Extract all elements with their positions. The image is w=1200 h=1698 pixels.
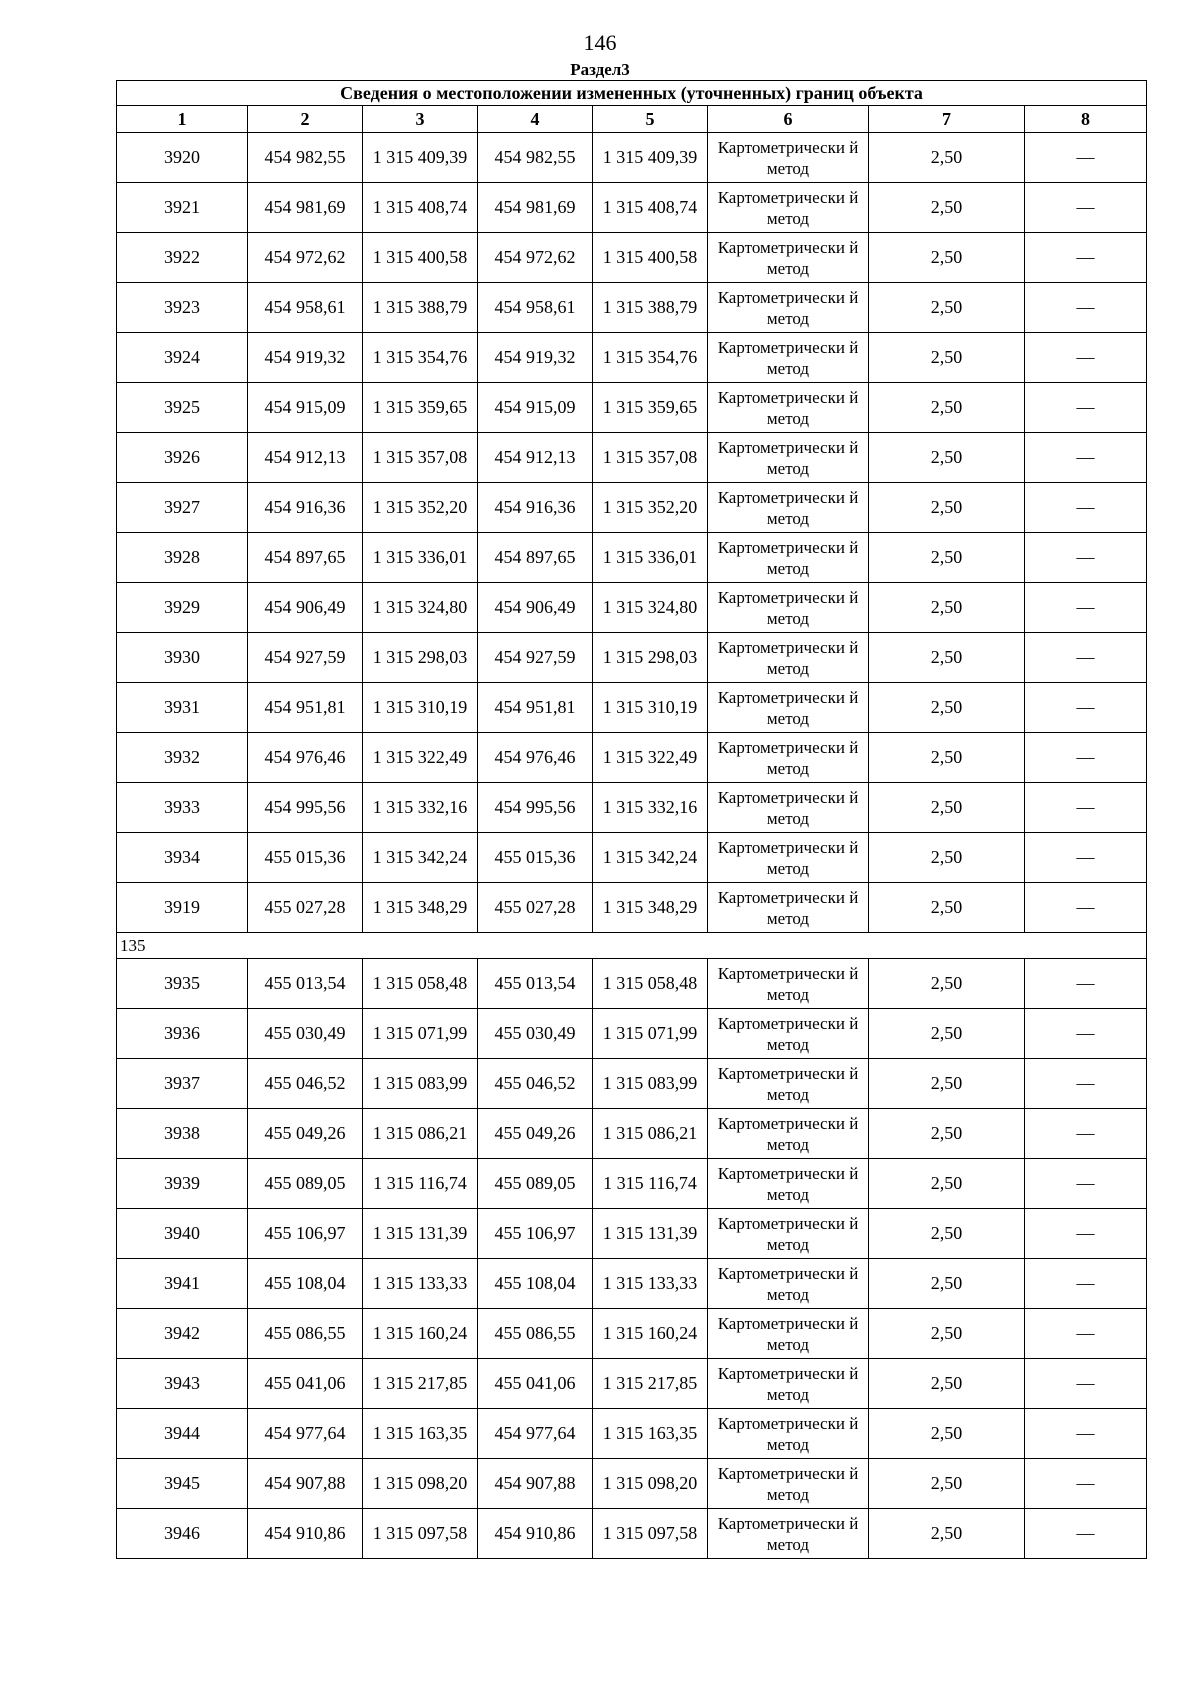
- cell-col-5: 1 315 348,29: [593, 883, 708, 933]
- cell-col-5: 1 315 298,03: [593, 633, 708, 683]
- cell-col-3: 1 315 133,33: [363, 1259, 478, 1309]
- cell-col-8: —: [1025, 633, 1147, 683]
- cell-col-5: 1 315 163,35: [593, 1409, 708, 1459]
- cell-col-8: —: [1025, 833, 1147, 883]
- group-label-row: [117, 933, 1147, 959]
- cell-col-7: 2,50: [869, 233, 1025, 283]
- cell-col-1: 3924: [117, 333, 248, 383]
- cell-col-6: Картометрически й метод: [708, 1109, 869, 1159]
- cell-col-3: 1 315 071,99: [363, 1009, 478, 1059]
- cell-col-2: 455 046,52: [248, 1059, 363, 1109]
- cell-col-2: 455 013,54: [248, 959, 363, 1009]
- cell-col-3: 1 315 086,21: [363, 1109, 478, 1159]
- cell-col-7: 2,50: [869, 733, 1025, 783]
- cell-col-4: 455 086,55: [478, 1309, 593, 1359]
- cell-col-7: 2,50: [869, 283, 1025, 333]
- cell-col-5: 1 315 097,58: [593, 1509, 708, 1559]
- cell-col-2: 454 919,32: [248, 333, 363, 383]
- cell-col-1: 3945: [117, 1459, 248, 1509]
- cell-col-2: 455 086,55: [248, 1309, 363, 1359]
- cell-col-3: 1 315 357,08: [363, 433, 478, 483]
- cell-col-2: 455 106,97: [248, 1209, 363, 1259]
- cell-col-4: 455 089,05: [478, 1159, 593, 1209]
- table-row: [117, 233, 1147, 283]
- cell-col-8: —: [1025, 1059, 1147, 1109]
- cell-col-8: —: [1025, 883, 1147, 933]
- cell-col-5: 1 315 357,08: [593, 433, 708, 483]
- cell-col-7: 2,50: [869, 1309, 1025, 1359]
- cell-col-3: 1 315 217,85: [363, 1359, 478, 1409]
- cell-col-4: 454 977,64: [478, 1409, 593, 1459]
- cell-col-5: 1 315 332,16: [593, 783, 708, 833]
- column-header-4: 4: [478, 106, 593, 133]
- cell-col-3: 1 315 131,39: [363, 1209, 478, 1259]
- table-row: [117, 733, 1147, 783]
- column-header-7: 7: [869, 106, 1025, 133]
- cell-col-6: Картометрически й метод: [708, 1409, 869, 1459]
- cell-col-8: —: [1025, 533, 1147, 583]
- cell-col-1: 3933: [117, 783, 248, 833]
- cell-col-5: 1 315 336,01: [593, 533, 708, 583]
- cell-col-8: —: [1025, 1109, 1147, 1159]
- table-body: [117, 133, 1147, 1559]
- cell-col-5: 1 315 352,20: [593, 483, 708, 533]
- cell-col-4: 454 951,81: [478, 683, 593, 733]
- cell-col-2: 454 976,46: [248, 733, 363, 783]
- column-header-3: 3: [363, 106, 478, 133]
- cell-col-4: 455 046,52: [478, 1059, 593, 1109]
- table-row: [117, 1209, 1147, 1259]
- cell-col-8: —: [1025, 1209, 1147, 1259]
- cell-col-3: 1 315 400,58: [363, 233, 478, 283]
- section-title: Раздел3: [570, 60, 630, 79]
- cell-col-5: 1 315 322,49: [593, 733, 708, 783]
- cell-col-1: 3923: [117, 283, 248, 333]
- cell-col-1: 3929: [117, 583, 248, 633]
- cell-col-5: 1 315 131,39: [593, 1209, 708, 1259]
- cell-col-1: 3942: [117, 1309, 248, 1359]
- cell-col-8: —: [1025, 1409, 1147, 1459]
- cell-col-3: 1 315 160,24: [363, 1309, 478, 1359]
- cell-col-6: Картометрически й метод: [708, 1509, 869, 1559]
- table-row: [117, 633, 1147, 683]
- cell-col-8: —: [1025, 1459, 1147, 1509]
- cell-col-6: Картометрически й метод: [708, 1309, 869, 1359]
- cell-col-8: —: [1025, 133, 1147, 183]
- table-row: [117, 383, 1147, 433]
- cell-col-7: 2,50: [869, 883, 1025, 933]
- cell-col-1: 3920: [117, 133, 248, 183]
- cell-col-8: —: [1025, 383, 1147, 433]
- column-header-5: 5: [593, 106, 708, 133]
- cell-col-2: 455 108,04: [248, 1259, 363, 1309]
- table-row: [117, 333, 1147, 383]
- cell-col-1: 3936: [117, 1009, 248, 1059]
- table-row: [117, 1159, 1147, 1209]
- cell-col-3: 1 315 354,76: [363, 333, 478, 383]
- cell-col-1: 3943: [117, 1359, 248, 1409]
- cell-col-1: 3930: [117, 633, 248, 683]
- cell-col-4: 454 897,65: [478, 533, 593, 583]
- cell-col-7: 2,50: [869, 533, 1025, 583]
- cell-col-1: 3919: [117, 883, 248, 933]
- cell-col-1: 3921: [117, 183, 248, 233]
- cell-col-1: 3926: [117, 433, 248, 483]
- cell-col-1: 3937: [117, 1059, 248, 1109]
- cell-col-6: Картометрически й метод: [708, 1159, 869, 1209]
- cell-col-3: 1 315 083,99: [363, 1059, 478, 1109]
- table-row: [117, 1459, 1147, 1509]
- cell-col-5: 1 315 388,79: [593, 283, 708, 333]
- cell-col-2: 454 982,55: [248, 133, 363, 183]
- cell-col-7: 2,50: [869, 183, 1025, 233]
- cell-col-4: 455 049,26: [478, 1109, 593, 1159]
- cell-col-5: 1 315 160,24: [593, 1309, 708, 1359]
- cell-col-5: 1 315 324,80: [593, 583, 708, 633]
- cell-col-7: 2,50: [869, 483, 1025, 533]
- table-row: [117, 1309, 1147, 1359]
- cell-col-8: —: [1025, 1259, 1147, 1309]
- cell-col-7: 2,50: [869, 1009, 1025, 1059]
- table-row: [117, 433, 1147, 483]
- cell-col-7: 2,50: [869, 683, 1025, 733]
- cell-col-8: —: [1025, 1509, 1147, 1559]
- cell-col-5: 1 315 408,74: [593, 183, 708, 233]
- table-row: [117, 1009, 1147, 1059]
- table-row: [117, 683, 1147, 733]
- cell-col-6: Картометрически й метод: [708, 1359, 869, 1409]
- cell-col-3: 1 315 324,80: [363, 583, 478, 633]
- cell-col-5: 1 315 400,58: [593, 233, 708, 283]
- cell-col-4: 455 027,28: [478, 883, 593, 933]
- cell-col-1: 3940: [117, 1209, 248, 1259]
- boundary-coordinates-table: [116, 80, 1147, 1559]
- cell-col-5: 1 315 409,39: [593, 133, 708, 183]
- cell-col-7: 2,50: [869, 1159, 1025, 1209]
- cell-col-1: 3928: [117, 533, 248, 583]
- cell-col-7: 2,50: [869, 959, 1025, 1009]
- cell-col-6: Картометрически й метод: [708, 1209, 869, 1259]
- cell-col-4: 455 015,36: [478, 833, 593, 883]
- cell-col-6: Картометрически й метод: [708, 333, 869, 383]
- cell-col-4: 454 976,46: [478, 733, 593, 783]
- column-header-8: 8: [1025, 106, 1147, 133]
- table-caption-row: [117, 81, 1147, 106]
- cell-col-4: 454 906,49: [478, 583, 593, 633]
- cell-col-7: 2,50: [869, 1359, 1025, 1409]
- cell-col-6: Картометрически й метод: [708, 883, 869, 933]
- cell-col-1: 3925: [117, 383, 248, 433]
- cell-col-3: 1 315 298,03: [363, 633, 478, 683]
- column-header-2: 2: [248, 106, 363, 133]
- cell-col-6: Картометрически й метод: [708, 183, 869, 233]
- cell-col-4: 454 958,61: [478, 283, 593, 333]
- cell-col-4: 454 916,36: [478, 483, 593, 533]
- table-row: [117, 1409, 1147, 1459]
- cell-col-6: Картометрически й метод: [708, 1059, 869, 1109]
- cell-col-2: 455 027,28: [248, 883, 363, 933]
- cell-col-1: 3922: [117, 233, 248, 283]
- table-row: [117, 533, 1147, 583]
- cell-col-7: 2,50: [869, 1259, 1025, 1309]
- cell-col-5: 1 315 071,99: [593, 1009, 708, 1059]
- cell-col-4: 454 919,32: [478, 333, 593, 383]
- cell-col-8: —: [1025, 1359, 1147, 1409]
- cell-col-4: 454 910,86: [478, 1509, 593, 1559]
- cell-col-6: Картометрически й метод: [708, 133, 869, 183]
- cell-col-7: 2,50: [869, 1459, 1025, 1509]
- cell-col-3: 1 315 409,39: [363, 133, 478, 183]
- cell-col-6: Картометрически й метод: [708, 583, 869, 633]
- cell-col-7: 2,50: [869, 833, 1025, 883]
- cell-col-3: 1 315 332,16: [363, 783, 478, 833]
- cell-col-3: 1 315 098,20: [363, 1459, 478, 1509]
- cell-col-7: 2,50: [869, 333, 1025, 383]
- table-row: [117, 833, 1147, 883]
- cell-col-7: 2,50: [869, 583, 1025, 633]
- cell-col-3: 1 315 336,01: [363, 533, 478, 583]
- cell-col-3: 1 315 352,20: [363, 483, 478, 533]
- cell-col-5: 1 315 310,19: [593, 683, 708, 733]
- cell-col-2: 454 927,59: [248, 633, 363, 683]
- cell-col-4: 455 041,06: [478, 1359, 593, 1409]
- cell-col-2: 455 049,26: [248, 1109, 363, 1159]
- cell-col-5: 1 315 359,65: [593, 383, 708, 433]
- table-row: [117, 883, 1147, 933]
- cell-col-3: 1 315 058,48: [363, 959, 478, 1009]
- cell-col-6: Картометрически й метод: [708, 533, 869, 583]
- table-row: [117, 183, 1147, 233]
- table-row: [117, 783, 1147, 833]
- table-row: [117, 1359, 1147, 1409]
- cell-col-6: Картометрически й метод: [708, 483, 869, 533]
- cell-col-6: Картометрически й метод: [708, 383, 869, 433]
- cell-col-6: Картометрически й метод: [708, 733, 869, 783]
- cell-col-2: 454 906,49: [248, 583, 363, 633]
- cell-col-7: 2,50: [869, 1059, 1025, 1109]
- cell-col-2: 454 977,64: [248, 1409, 363, 1459]
- table-row: [117, 1259, 1147, 1309]
- column-header-1: 1: [117, 106, 248, 133]
- table-row: [117, 283, 1147, 333]
- cell-col-7: 2,50: [869, 383, 1025, 433]
- cell-col-3: 1 315 322,49: [363, 733, 478, 783]
- column-header-row: [117, 106, 1147, 133]
- cell-col-8: —: [1025, 1309, 1147, 1359]
- cell-col-6: Картометрически й метод: [708, 683, 869, 733]
- cell-col-6: Картометрически й метод: [708, 783, 869, 833]
- cell-col-7: 2,50: [869, 1109, 1025, 1159]
- cell-col-1: 3931: [117, 683, 248, 733]
- cell-col-6: Картометрически й метод: [708, 283, 869, 333]
- cell-col-3: 1 315 388,79: [363, 283, 478, 333]
- cell-col-2: 454 981,69: [248, 183, 363, 233]
- cell-col-3: 1 315 097,58: [363, 1509, 478, 1559]
- cell-col-2: 454 897,65: [248, 533, 363, 583]
- cell-col-5: 1 315 342,24: [593, 833, 708, 883]
- cell-col-5: 1 315 116,74: [593, 1159, 708, 1209]
- cell-col-6: Картометрически й метод: [708, 833, 869, 883]
- cell-col-8: —: [1025, 733, 1147, 783]
- cell-col-6: Картометрически й метод: [708, 433, 869, 483]
- cell-col-4: 454 995,56: [478, 783, 593, 833]
- table-row: [117, 483, 1147, 533]
- cell-col-2: 454 995,56: [248, 783, 363, 833]
- cell-col-8: —: [1025, 433, 1147, 483]
- cell-col-4: 454 907,88: [478, 1459, 593, 1509]
- cell-col-2: 454 907,88: [248, 1459, 363, 1509]
- cell-col-8: —: [1025, 959, 1147, 1009]
- cell-col-4: 455 030,49: [478, 1009, 593, 1059]
- cell-col-4: 454 927,59: [478, 633, 593, 683]
- cell-col-1: 3946: [117, 1509, 248, 1559]
- cell-col-3: 1 315 116,74: [363, 1159, 478, 1209]
- cell-col-7: 2,50: [869, 633, 1025, 683]
- group-label: 135: [117, 933, 1147, 959]
- cell-col-2: 454 972,62: [248, 233, 363, 283]
- cell-col-8: —: [1025, 333, 1147, 383]
- cell-col-4: 455 013,54: [478, 959, 593, 1009]
- cell-col-6: Картометрически й метод: [708, 633, 869, 683]
- cell-col-1: 3944: [117, 1409, 248, 1459]
- cell-col-3: 1 315 348,29: [363, 883, 478, 933]
- cell-col-5: 1 315 086,21: [593, 1109, 708, 1159]
- cell-col-1: 3927: [117, 483, 248, 533]
- cell-col-6: Картометрически й метод: [708, 1459, 869, 1509]
- cell-col-6: Картометрически й метод: [708, 959, 869, 1009]
- cell-col-4: 455 108,04: [478, 1259, 593, 1309]
- cell-col-2: 454 910,86: [248, 1509, 363, 1559]
- cell-col-1: 3938: [117, 1109, 248, 1159]
- cell-col-2: 455 041,06: [248, 1359, 363, 1409]
- cell-col-7: 2,50: [869, 133, 1025, 183]
- column-header-6: 6: [708, 106, 869, 133]
- cell-col-2: 454 951,81: [248, 683, 363, 733]
- cell-col-7: 2,50: [869, 1409, 1025, 1459]
- cell-col-8: —: [1025, 1009, 1147, 1059]
- cell-col-2: 455 030,49: [248, 1009, 363, 1059]
- cell-col-4: 454 912,13: [478, 433, 593, 483]
- cell-col-7: 2,50: [869, 783, 1025, 833]
- cell-col-2: 455 089,05: [248, 1159, 363, 1209]
- cell-col-3: 1 315 163,35: [363, 1409, 478, 1459]
- cell-col-6: Картометрически й метод: [708, 1009, 869, 1059]
- cell-col-1: 3941: [117, 1259, 248, 1309]
- cell-col-4: 455 106,97: [478, 1209, 593, 1259]
- cell-col-1: 3932: [117, 733, 248, 783]
- cell-col-2: 455 015,36: [248, 833, 363, 883]
- table-row: [117, 1109, 1147, 1159]
- cell-col-2: 454 915,09: [248, 383, 363, 433]
- cell-col-3: 1 315 310,19: [363, 683, 478, 733]
- cell-col-2: 454 958,61: [248, 283, 363, 333]
- cell-col-5: 1 315 354,76: [593, 333, 708, 383]
- cell-col-8: —: [1025, 1159, 1147, 1209]
- cell-col-4: 454 915,09: [478, 383, 593, 433]
- cell-col-8: —: [1025, 233, 1147, 283]
- page-number: 146: [583, 30, 617, 55]
- cell-col-6: Картометрически й метод: [708, 1259, 869, 1309]
- cell-col-8: —: [1025, 483, 1147, 533]
- cell-col-8: —: [1025, 283, 1147, 333]
- cell-col-3: 1 315 359,65: [363, 383, 478, 433]
- cell-col-2: 454 916,36: [248, 483, 363, 533]
- cell-col-5: 1 315 058,48: [593, 959, 708, 1009]
- cell-col-6: Картометрически й метод: [708, 233, 869, 283]
- cell-col-4: 454 981,69: [478, 183, 593, 233]
- table-row: [117, 1059, 1147, 1109]
- cell-col-4: 454 982,55: [478, 133, 593, 183]
- cell-col-5: 1 315 133,33: [593, 1259, 708, 1309]
- table-row: [117, 959, 1147, 1009]
- table-row: [117, 1509, 1147, 1559]
- cell-col-7: 2,50: [869, 1209, 1025, 1259]
- cell-col-1: 3935: [117, 959, 248, 1009]
- cell-col-3: 1 315 408,74: [363, 183, 478, 233]
- cell-col-2: 454 912,13: [248, 433, 363, 483]
- cell-col-8: —: [1025, 783, 1147, 833]
- table-row: [117, 133, 1147, 183]
- cell-col-5: 1 315 217,85: [593, 1359, 708, 1409]
- cell-col-3: 1 315 342,24: [363, 833, 478, 883]
- cell-col-8: —: [1025, 683, 1147, 733]
- cell-col-1: 3934: [117, 833, 248, 883]
- table-row: [117, 583, 1147, 633]
- table-caption: Сведения о местоположении измененных (уточненных) границ объекта: [117, 81, 1147, 106]
- cell-col-7: 2,50: [869, 433, 1025, 483]
- cell-col-7: 2,50: [869, 1509, 1025, 1559]
- cell-col-5: 1 315 098,20: [593, 1459, 708, 1509]
- cell-col-4: 454 972,62: [478, 233, 593, 283]
- cell-col-5: 1 315 083,99: [593, 1059, 708, 1109]
- cell-col-8: —: [1025, 583, 1147, 633]
- cell-col-1: 3939: [117, 1159, 248, 1209]
- cell-col-8: —: [1025, 183, 1147, 233]
